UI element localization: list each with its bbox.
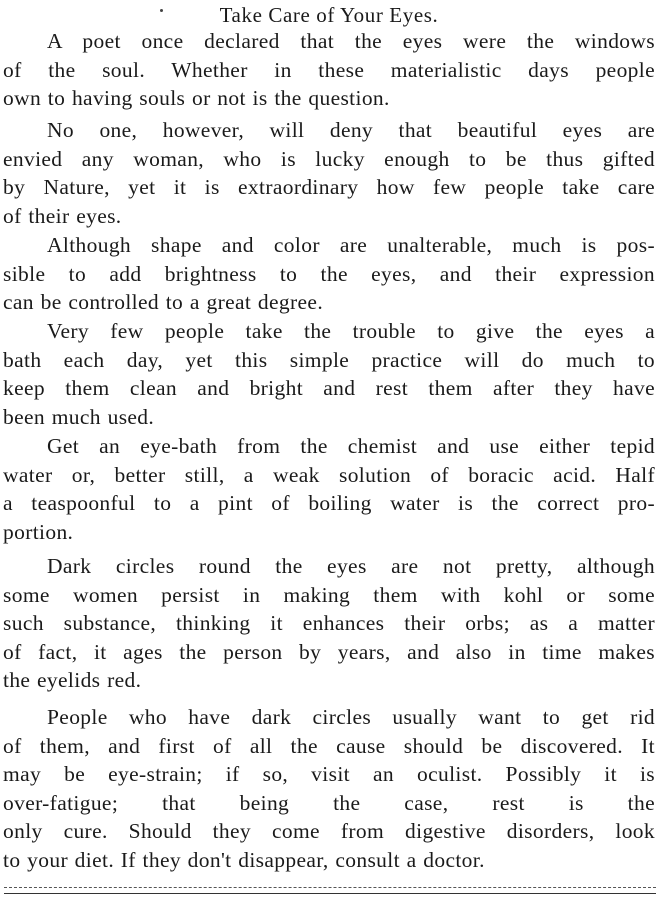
paragraph-4 — [3, 317, 655, 431]
paragraph-line: a teaspoonful to a pint of boiling water is the correct pro- — [3, 491, 655, 515]
paragraph-5 — [3, 432, 655, 546]
paragraph-1 — [3, 27, 655, 113]
paragraph-line: bath each day, yet this simple practice will do much to — [3, 347, 655, 372]
paragraph-line: A poet once declared that the eyes were the windows — [47, 29, 655, 53]
paragraph-line: some women persist in making them with kohl or some — [3, 582, 655, 607]
paragraph-line: over-fatigue; that being the case, rest is the — [3, 790, 655, 815]
title-dot-mark — [160, 9, 163, 12]
divider-rule-lower — [4, 893, 656, 894]
paragraph-line: water or, better still, a weak solution of boracic acid. Half — [3, 462, 655, 487]
article-title-text: Take Care of Your Eyes. — [219, 3, 439, 27]
paragraph-line: People who have dark circles usually want to get rid — [47, 705, 655, 729]
paragraph-line: portion. — [3, 519, 74, 544]
paragraph-line: of them, and first of all the cause should be discovered. It — [3, 733, 655, 758]
paragraph-line: to your diet. If they don't disappear, consult a doctor. — [3, 847, 485, 872]
paragraph-2 — [3, 116, 655, 230]
paragraph-line: such substance, thinking it enhances their orbs; as a matter — [3, 611, 655, 635]
paragraph-7 — [3, 703, 655, 874]
divider-rule-upper — [4, 887, 656, 888]
paragraph-line: envied any woman, who is lucky enough to be thus gifted — [3, 146, 655, 171]
paragraph-line: may be eye-strain; if so, visit an oculist. Possibly it is — [3, 762, 655, 786]
paragraph-line: of fact, it ages the person by years, and also in time makes — [3, 639, 655, 664]
paragraph-line: Get an eye-bath from the chemist and use either tepid — [47, 434, 655, 458]
paragraph-line: own to having souls or not is the question. — [3, 86, 390, 110]
paragraph-line: been much used. — [3, 404, 155, 429]
paragraph-line: Although shape and color are unalterable, much is pos- — [47, 233, 655, 257]
paragraph-line: No one, however, will deny that beautiful eyes are — [47, 118, 655, 142]
paragraph-line: Very few people take the trouble to give the eyes a — [47, 319, 655, 343]
paragraph-line: the eyelids red. — [3, 668, 142, 692]
paragraph-line: can be controlled to a great degree. — [3, 290, 324, 314]
article-title — [0, 3, 658, 27]
paragraph-6 — [3, 552, 655, 695]
paragraph-3 — [3, 231, 655, 317]
paragraph-line: keep them clean and bright and rest them after they have — [3, 376, 655, 400]
paragraph-line: only cure. Should they come from digestive disorders, look — [3, 819, 655, 843]
paragraph-line: by Nature, yet it is extraordinary how few people take care — [3, 175, 655, 199]
paragraph-line: of the soul. Whether in these materialistic days people — [3, 57, 655, 82]
paragraph-line: sible to add brightness to the eyes, and their expression — [3, 261, 655, 286]
paragraph-line: of their eyes. — [3, 203, 122, 228]
paragraph-line: Dark circles round the eyes are not pretty, although — [47, 554, 655, 578]
